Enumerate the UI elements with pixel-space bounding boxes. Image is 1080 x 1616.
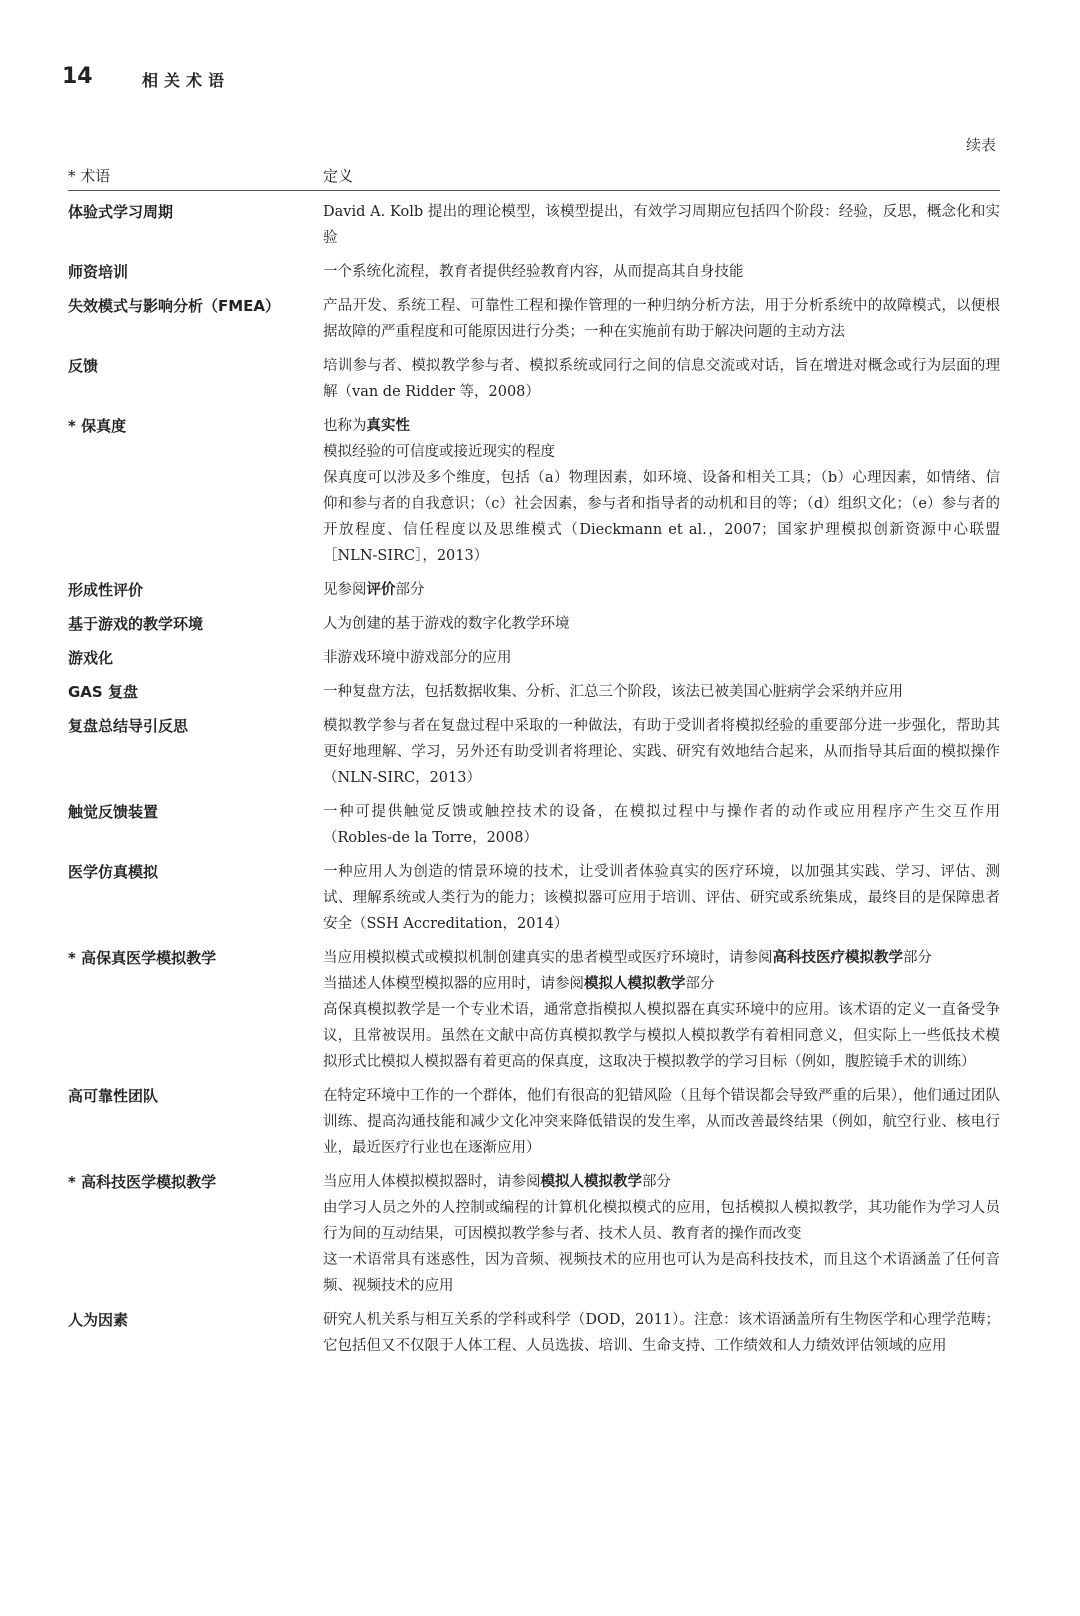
column-header-term: * 术语 <box>68 166 111 185</box>
glossary-table <box>68 160 1000 1359</box>
definition-text: 当应用人体模拟模拟器时，请参阅 <box>323 1174 541 1190</box>
definition-paragraph: 由学习人员之外的人控制或编程的计算机化模拟模式的应用，包括模拟人模拟教学，其功能作为学习人员行为间的互动结果，可因模拟教学参与者、技术人员、教育者的操作而改变 <box>323 1200 1000 1242</box>
term-cell: 人为因素 <box>68 1311 129 1329</box>
term-cell: GAS 复盘 <box>68 683 138 701</box>
table-row <box>68 945 1000 1075</box>
cross-reference-term: 真实性 <box>366 418 410 434</box>
term-cell: 游戏化 <box>68 649 114 667</box>
definition-paragraph: 一种应用人为创造的情景环境的技术，让受训者体验真实的医疗环境，以加强其实践、学习、评估、测试、理解系统或人类行为的能力；该模拟器可应用于培训、评估、研究或系统集成，最终目的是保障患者安全（SSH Accreditation，2014） <box>323 864 1000 932</box>
table-row <box>68 799 1000 851</box>
definition-paragraph: 模拟经验的可信度或接近现实的程度 <box>323 444 555 460</box>
definition-cell <box>323 353 1000 405</box>
definition-text: 部分 <box>395 582 425 598</box>
term-cell: * 保真度 <box>68 417 127 435</box>
definition-cell <box>323 859 1000 937</box>
definition-paragraph: 产品开发、系统工程、可靠性工程和操作管理的一种归纳分析方法，用于分析系统中的故障模式，以便根据故障的严重程度和可能原因进行分类；一种在实施前有助于解决问题的主动方法 <box>323 298 1000 340</box>
table-row <box>68 293 1000 345</box>
definition-paragraph: 在特定环境中工作的一个群体，他们有很高的犯错风险（且每个错误都会导致严重的后果），他们通过团队训练、提高沟通技能和减少文化冲突来降低错误的发生率，从而改善最终结果（例如，航空行业、核电行业，最近医疗行业也在逐渐应用） <box>323 1088 1000 1156</box>
definition-text: 见参阅 <box>323 582 367 598</box>
definition-cell <box>323 611 1000 637</box>
term-cell: 基于游戏的教学环境 <box>68 615 204 633</box>
term-cell: 触觉反馈装置 <box>68 803 159 821</box>
definition-paragraph <box>323 1169 1000 1195</box>
definition-cell <box>323 259 1000 285</box>
table-row <box>68 1169 1000 1299</box>
term-cell: 失效模式与影响分析（FMEA） <box>68 297 281 315</box>
table-header <box>68 160 1000 191</box>
table-row <box>68 577 1000 603</box>
definition-paragraph: 非游戏环境中游戏部分的应用 <box>323 650 512 666</box>
definition-cell <box>323 645 1000 671</box>
term-cell: 体验式学习周期 <box>68 203 174 221</box>
table-row <box>68 259 1000 285</box>
definition-cell <box>323 713 1000 791</box>
definition-paragraph <box>323 945 1000 971</box>
running-header: 相关术语 <box>142 71 231 90</box>
table-row <box>68 611 1000 637</box>
definition-paragraph: 模拟教学参与者在复盘过程中采取的一种做法，有助于受训者将模拟经验的重要部分进一步强化，帮助其更好地理解、学习，另外还有助受训者将理论、实践、研究有效地结合起来，从而指导其后面的模拟操作（NLN-SIRC，2013） <box>323 718 1000 786</box>
definition-text: 部分 <box>903 950 932 966</box>
term-cell: * 高科技医学模拟教学 <box>68 1173 217 1191</box>
definition-text: 部分 <box>642 1174 671 1190</box>
term-cell: 师资培训 <box>68 263 129 281</box>
table-row <box>68 413 1000 569</box>
definition-paragraph: David A. Kolb 提出的理论模型，该模型提出，有效学习周期应包括四个阶段：经验，反思，概念化和实验 <box>323 204 1000 246</box>
definition-cell <box>323 413 1000 569</box>
definition-paragraph: 一个系统化流程，教育者提供经验教育内容，从而提高其自身技能 <box>323 264 744 280</box>
page-number: 14 <box>62 64 93 89</box>
cross-reference-term: 高科技医疗模拟教学 <box>772 950 903 966</box>
definition-paragraph: 研究人机关系与相互关系的学科或科学（DOD，2011）。注意：该术语涵盖所有生物医学和心理学范畴；它包括但又不仅限于人体工程、人员选拔、培训、生命支持、工作绩效和人力绩效评估领域的应用 <box>323 1312 1000 1354</box>
definition-cell <box>323 679 1000 705</box>
table-row <box>68 859 1000 937</box>
definition-paragraph <box>323 971 1000 997</box>
definition-paragraph: 一种复盘方法，包括数据收集、分析、汇总三个阶段，该法已被美国心脏病学会采纳并应用 <box>323 684 903 700</box>
table-body <box>68 199 1000 1359</box>
definition-paragraph: 人为创建的基于游戏的数字化教学环境 <box>323 616 570 632</box>
definition-text: 也称为 <box>323 418 367 434</box>
table-row <box>68 199 1000 251</box>
table-row <box>68 679 1000 705</box>
cross-reference-term: 模拟人模拟教学 <box>584 976 686 992</box>
definition-cell <box>323 199 1000 251</box>
definition-paragraph: 保真度可以涉及多个维度，包括（a）物理因素，如环境、设备和相关工具；（b）心理因素，如情绪、信仰和参与者的自我意识；（c）社会因素，参与者和指导者的动机和目的等；（d）组织文化；（e）参与者的开放程度、信任程度以及思维模式（Dieckmann et al.，2007；国家护理模拟创新资源中心联盟［NLN-SIRC］，2013） <box>323 470 1000 564</box>
table-row <box>68 353 1000 405</box>
cross-reference-term: 评价 <box>366 582 396 598</box>
definition-paragraph <box>323 577 1000 603</box>
definition-paragraph: 高保真模拟教学是一个专业术语，通常意指模拟人模拟器在真实环境中的应用。该术语的定义一直备受争议，且常被误用。虽然在文献中高仿真模拟教学与模拟人模拟教学有着相同意义，但实际上一些低技术模拟形式比模拟人模拟器有着更高的保真度，这取决于模拟教学的学习目标（例如，腹腔镜手术的训练） <box>323 1002 1000 1070</box>
term-cell: 高可靠性团队 <box>68 1087 159 1105</box>
definition-cell <box>323 577 1000 603</box>
continued-label: 续表 <box>965 136 996 154</box>
definition-text: 部分 <box>685 976 715 992</box>
table-row <box>68 645 1000 671</box>
table-row <box>68 1083 1000 1161</box>
definition-paragraph: 这一术语常具有迷惑性，因为音频、视频技术的应用也可认为是高科技技术，而且这个术语涵盖了任何音频、视频技术的应用 <box>323 1252 1000 1294</box>
term-cell: * 高保真医学模拟教学 <box>68 949 217 967</box>
term-cell: 复盘总结导引反思 <box>68 717 189 735</box>
definition-paragraph <box>323 413 1000 439</box>
table-row <box>68 1307 1000 1359</box>
column-header-definition: 定义 <box>323 166 354 185</box>
definition-cell <box>323 293 1000 345</box>
definition-paragraph: 培训参与者、模拟教学参与者、模拟系统或同行之间的信息交流或对话，旨在增进对概念或行为层面的理解（van de Ridder 等，2008） <box>323 358 1000 400</box>
cross-reference-term: 模拟人模拟教学 <box>540 1174 642 1190</box>
definition-cell <box>323 945 1000 1075</box>
definition-cell <box>323 1169 1000 1299</box>
table-row <box>68 713 1000 791</box>
term-cell: 形成性评价 <box>68 581 144 599</box>
definition-cell <box>323 799 1000 851</box>
definition-cell <box>323 1307 1000 1359</box>
term-cell: 反馈 <box>68 357 99 375</box>
definition-cell <box>323 1083 1000 1161</box>
definition-text: 当描述人体模型模拟器的应用时，请参阅 <box>323 976 584 992</box>
term-cell: 医学仿真模拟 <box>68 863 159 881</box>
definition-text: 当应用模拟模式或模拟机制创建真实的患者模型或医疗环境时，请参阅 <box>323 950 773 966</box>
definition-paragraph: 一种可提供触觉反馈或触控技术的设备，在模拟过程中与操作者的动作或应用程序产生交互作用（Robles-de la Torre，2008） <box>323 804 1000 846</box>
